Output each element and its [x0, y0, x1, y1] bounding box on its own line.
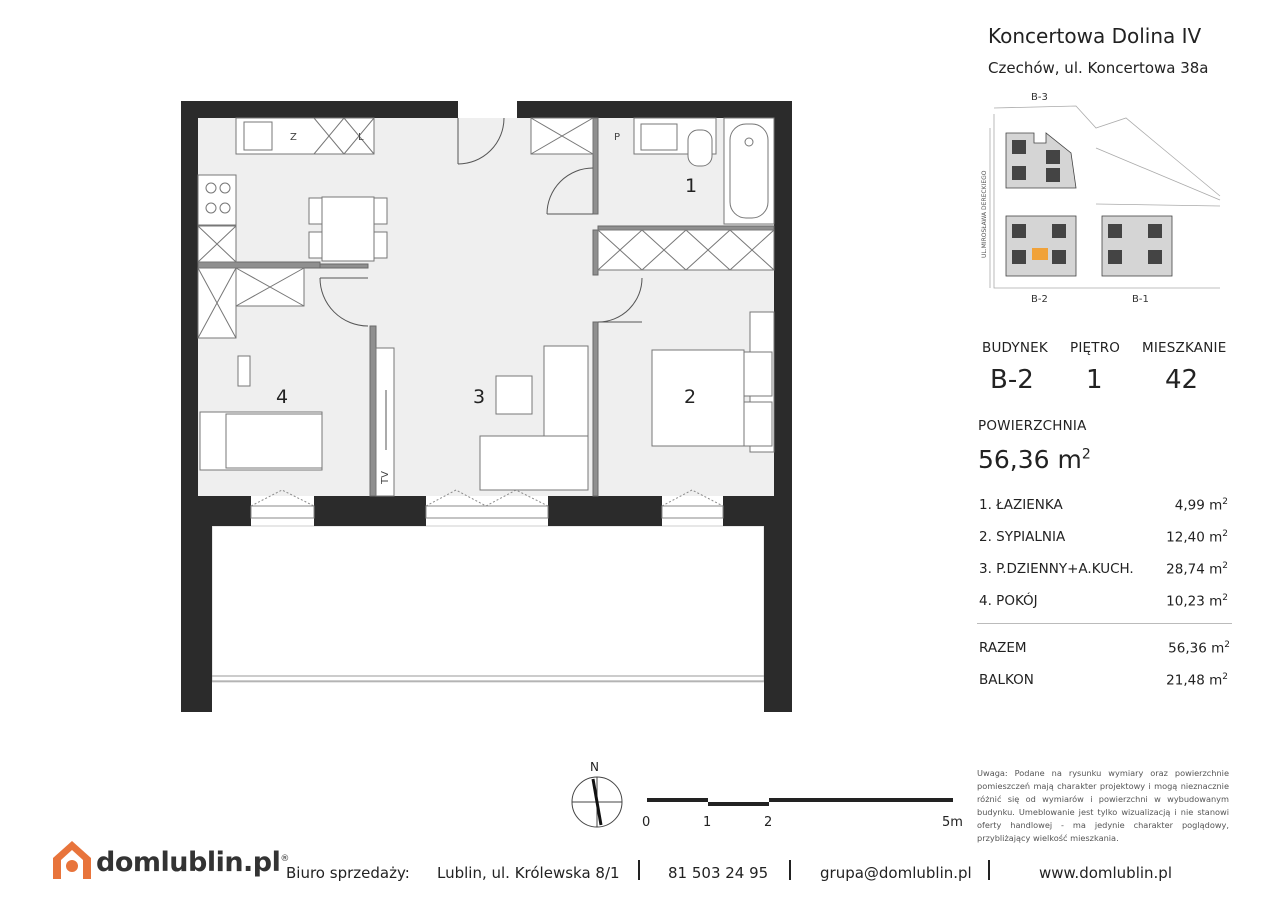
website-link[interactable]: www.domlublin.pl	[1039, 864, 1173, 882]
project-address: Czechów, ul. Koncertowa 38a	[988, 59, 1209, 77]
total-row-name: RAZEM	[979, 640, 1027, 656]
siteplan-label-b1: B-1	[1132, 294, 1149, 305]
apartment-highlight	[1032, 248, 1048, 260]
compass	[572, 760, 622, 827]
room-row-2-area: 12,40 $m^2$	[1166, 529, 1228, 546]
scale-tick-1: 1	[703, 815, 712, 830]
room-2-label: 2	[684, 386, 697, 408]
mieszkanie-value: 42	[1165, 365, 1199, 395]
pietro-label: PIĘTRO	[1070, 340, 1121, 356]
room-row-1-area: 4,99 $m^2$	[1174, 497, 1228, 514]
room-1-label: 1	[685, 175, 698, 197]
scale-bar	[642, 798, 963, 830]
phone-link[interactable]: 81 503 24 95	[668, 864, 769, 882]
footer-separator	[789, 860, 791, 880]
fridge-label: Z	[290, 132, 297, 143]
powierzchnia-label: POWIERZCHNIA	[978, 418, 1087, 434]
room-4-label: 4	[276, 386, 289, 408]
room-3-label: 3	[473, 386, 486, 408]
budynek-label: BUDYNEK	[982, 340, 1048, 356]
house-logo-icon	[50, 838, 94, 882]
site-plan	[976, 88, 1222, 304]
room-row-3-area: 28,74 $m^2$	[1166, 561, 1228, 578]
compass-north-label: N	[590, 760, 599, 774]
dishwasher-label: L	[358, 132, 364, 143]
project-title: Koncertowa Dolina IV	[988, 24, 1202, 48]
scale-tick-0: 0	[642, 815, 651, 830]
disclaimer-note: Uwaga: Podane na rysunku wymiary oraz powierzchnie pomieszczeń mają charakter projektowy i mogą nieznacznie różnić się od wymiarów i powierzchni w wybudowanym budynku. Umeblowanie jest tylko wizualizacją i nie stanowi oferty handlowej - ma jedynie charakter poglądowy, przybliżający wielkość mieszkania.	[977, 768, 1229, 843]
biuro-label: Biuro sprzedaży:	[286, 864, 410, 882]
room-row-4-area: 10,23 $m^2$	[1166, 593, 1228, 610]
balcony	[212, 526, 764, 682]
tv-label: TV	[380, 471, 391, 484]
siteplan-label-b3: B-3	[1031, 92, 1048, 103]
room-row-4-name: 4. POKÓJ	[979, 593, 1038, 609]
budynek-value: B-2	[990, 365, 1034, 395]
scale-tick-5: 5m	[942, 815, 963, 830]
siteplan-label-b2: B-2	[1031, 294, 1048, 305]
pietro-value: 1	[1086, 365, 1103, 395]
logo-text[interactable]: domlublin.pl®	[96, 847, 289, 878]
siteplan-street-label: UL.MIROSŁAWA DERECKIEGO	[981, 170, 988, 258]
scale-tick-2: 2	[764, 815, 773, 830]
office-address: Lublin, ul. Królewska 8/1	[437, 864, 620, 882]
email-link[interactable]: grupa@domlublin.pl	[820, 864, 972, 882]
divider	[977, 623, 1232, 624]
total-row-area: 56,36 $m^2$	[1168, 640, 1230, 657]
balcony-row-area: 21,48 $m^2$	[1166, 672, 1228, 689]
room-row-2-name: 2. SYPIALNIA	[979, 529, 1066, 545]
mieszkanie-label: MIESZKANIE	[1142, 340, 1227, 356]
footer-separator	[988, 860, 990, 880]
room-row-3-name: 3. P.DZIENNY+A.KUCH.	[979, 561, 1134, 577]
powierzchnia-value: 56,36 $m^2$	[978, 445, 1091, 474]
balcony-row-name: BALKON	[979, 672, 1034, 688]
washer-label: P	[614, 132, 621, 143]
room-row-1-name: 1. ŁAZIENKA	[979, 497, 1063, 513]
footer-separator	[638, 860, 640, 880]
